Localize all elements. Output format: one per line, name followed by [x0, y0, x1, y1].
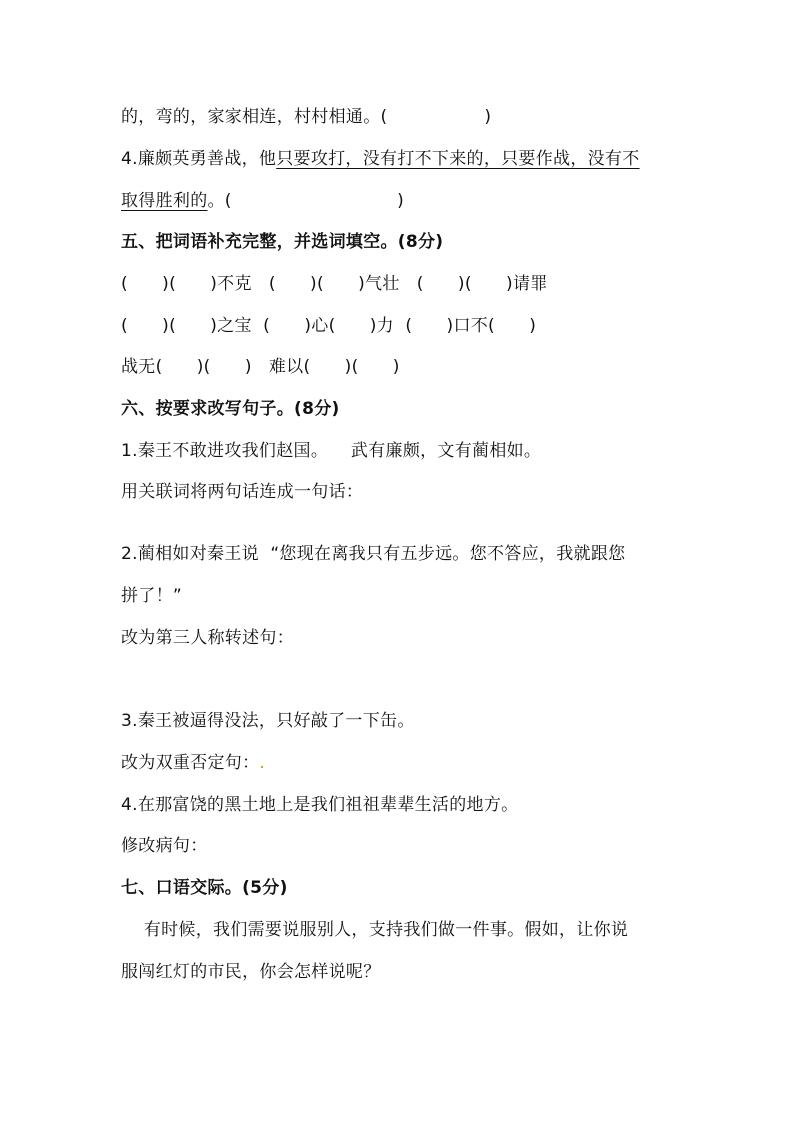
instruction-3-mark: .	[259, 753, 266, 773]
section-6-sentence-4: 4.在那富饶的黑土地上是我们祖祖辈辈生活的地方。	[121, 795, 519, 815]
section-7-paragraph-2: 服闯红灯的市民，你会怎样说呢？	[121, 962, 381, 982]
section-7-paragraph-1: 有时候，我们需要说服别人，支持我们做一件事。假如，让你说	[121, 920, 629, 940]
section-5-title: 五、把词语补充完整，并选词填空。(8分)	[121, 232, 444, 252]
section-6-title: 六、按要求改写句子。(8分)	[121, 399, 340, 419]
question-4-line-2	[121, 190, 404, 212]
q4-continuation: 的，弯的，家家相连，村村相通。( )	[121, 107, 492, 127]
section-6-sentence-2b: 拼了！”	[121, 586, 183, 606]
section-6-instruction-3	[121, 752, 265, 774]
section-6-instruction-1: 用关联词将两句话连成一句话：	[121, 482, 364, 502]
q4-underlined-sentence-2: 取得胜利的	[121, 191, 208, 211]
q4-prefix: 4.廉颇英勇善战，他	[121, 149, 277, 169]
section-6-sentence-2a: 2.蔺相如对秦王说 “您现在离我只有五步远。您不答应，我就跟您	[121, 544, 626, 564]
question-4-line-1	[121, 148, 640, 170]
q4-answer-blank: 。( )	[207, 191, 405, 211]
section-6-instruction-2: 改为第三人称转述句：	[121, 628, 294, 648]
section-7-title: 七、口语交际。(5分)	[121, 878, 288, 898]
section-5-row-1: ( )( )不克 ( )( )气壮 ( )( )请罪	[121, 274, 548, 294]
section-6-instruction-4: 修改病句：	[121, 836, 208, 856]
instruction-3-text: 改为双重否定句：	[121, 753, 260, 773]
section-5-row-3: 战无( )( ) 难以( )( )	[121, 357, 400, 377]
section-5-row-2: ( )( )之宝 ( )心( )力 ( )口不( )	[121, 316, 537, 336]
q4-underlined-sentence-1: 只要攻打，没有打不下来的，只要作战，没有不	[276, 149, 640, 169]
section-6-sentence-3: 3.秦王被逼得没法，只好敲了一下缶。	[121, 711, 415, 731]
section-6-sentence-1: 1.秦王不敢进攻我们赵国。 武有廉颇，文有蔺相如。	[121, 441, 542, 461]
